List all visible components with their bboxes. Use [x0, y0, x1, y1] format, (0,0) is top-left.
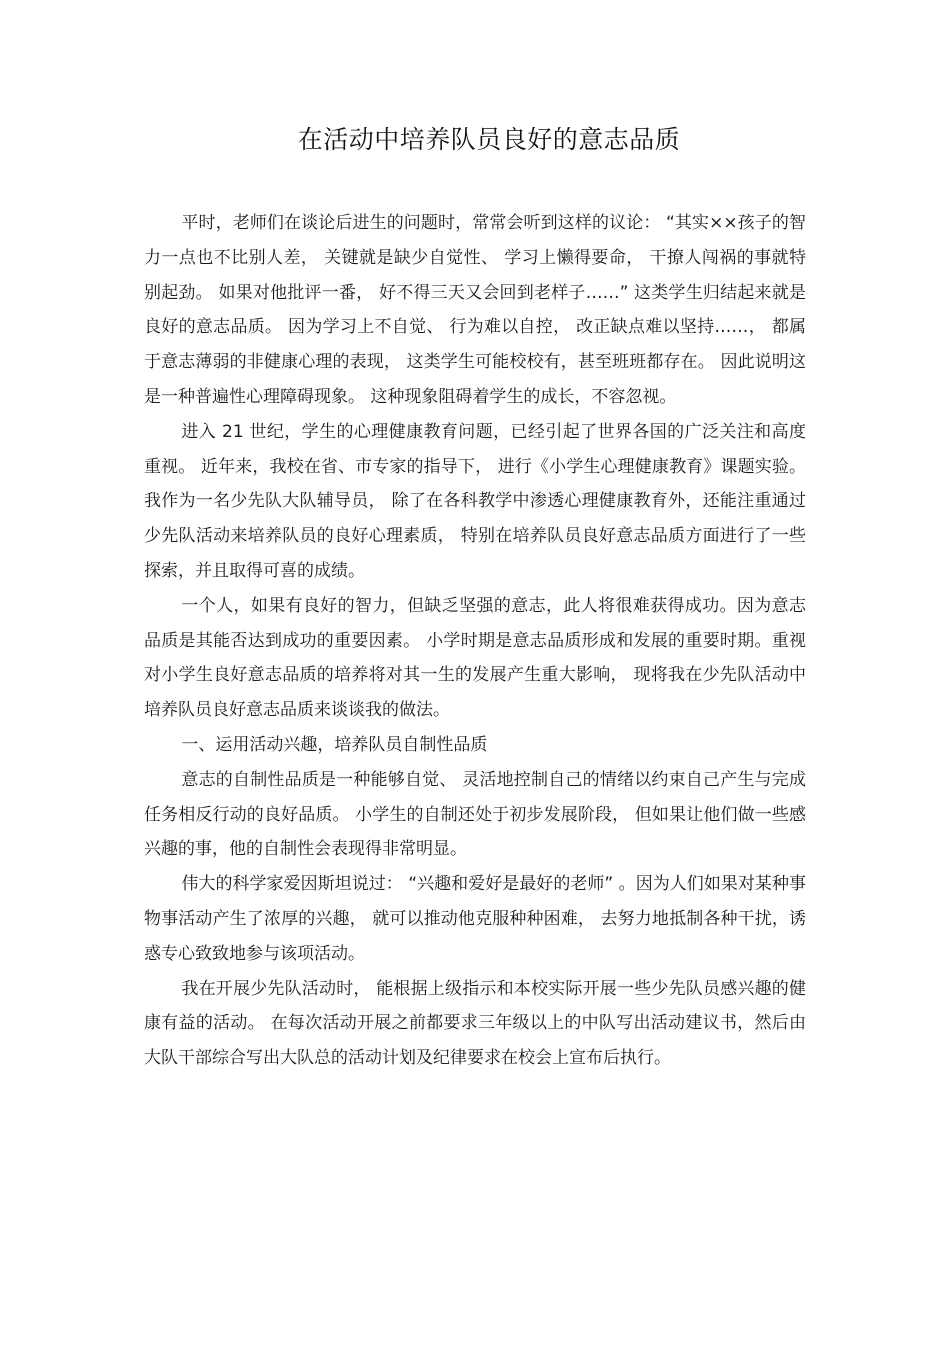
document-title: 在活动中培养队员良好的意志品质: [297, 125, 681, 154]
section-heading-1: 一、运用活动兴趣，培养队员自制性品质: [181, 734, 488, 755]
paragraph-intro: 平时，老师们在谈论后进生的问题时，常常会听到这样的议论： “其实××孩子的智力一点也不比别人差， 关键就是缺少自觉性、 学习上懒得要命， 干撩人闯祸的事就特别起劲。 如果对他批评一番， 好不得三天又会回到老样子……” 这类学生归结起来就是良好的意志品质。 因为学习上不自觉、 行为难以自控， 改正缺点难以坚持……， 都属于意志薄弱的非健康心理的表现， 这类学生可能校校有，甚至班班都存在。 因此说明这是一种普遍性心理障碍现象。 这种现象阻碍着学生的成长，不容忽视。: [144, 213, 806, 407]
paragraph-activities: 我在开展少先队活动时， 能根据上级指示和本校实际开展一些少先队员感兴趣的健康有益的活动。 在每次活动开展之前都要求三年级以上的中队写出活动建议书，然后由大队干部综合写出大队总的活动计划及纪律要求在校会上宣布后执行。: [144, 978, 806, 1069]
paragraph-self-control: 意志的自制性品质是一种能够自觉、 灵活地控制自己的情绪以约束自己产生与完成任务相反行动的良好品质。 小学生的自制还处于初步发展阶段， 但如果让他们做一些感兴趣的事，他的自制性会表现得非常明显。: [144, 769, 806, 860]
paragraph-importance: 一个人，如果有良好的智力，但缺乏坚强的意志，此人将很难获得成功。因为意志品质是其能否达到成功的重要因素。 小学时期是意志品质形成和发展的重要时期。重视对小学生良好意志品质的培养将对其一生的发展产生重大影响， 现将我在少先队活动中培养队员良好意志品质来谈谈我的做法。: [144, 595, 806, 721]
paragraph-einstein-quote: 伟大的科学家爱因斯坦说过： “兴趣和爱好是最好的老师” 。因为人们如果对某种事物事活动产生了浓厚的兴趣， 就可以推动他克服种种困难， 去努力地抵制各种干扰，诱惑专心致致地参与该项活动。: [144, 874, 806, 964]
paragraph-background: 进入 21 世纪，学生的心理健康教育问题，已经引起了世界各国的广泛关注和高度重视。 近年来，我校在省、市专家的指导下， 进行《小学生心理健康教育》课题实验。我作为一名少先队大队辅导员， 除了在各科教学中渗透心理健康教育外，还能注重通过少先队活动来培养队员的良好心理素质， 特别在培养队员良好意志品质方面进行了一些探索，并且取得可喜的成绩。: [144, 421, 806, 581]
document-body: [144, 206, 806, 1076]
